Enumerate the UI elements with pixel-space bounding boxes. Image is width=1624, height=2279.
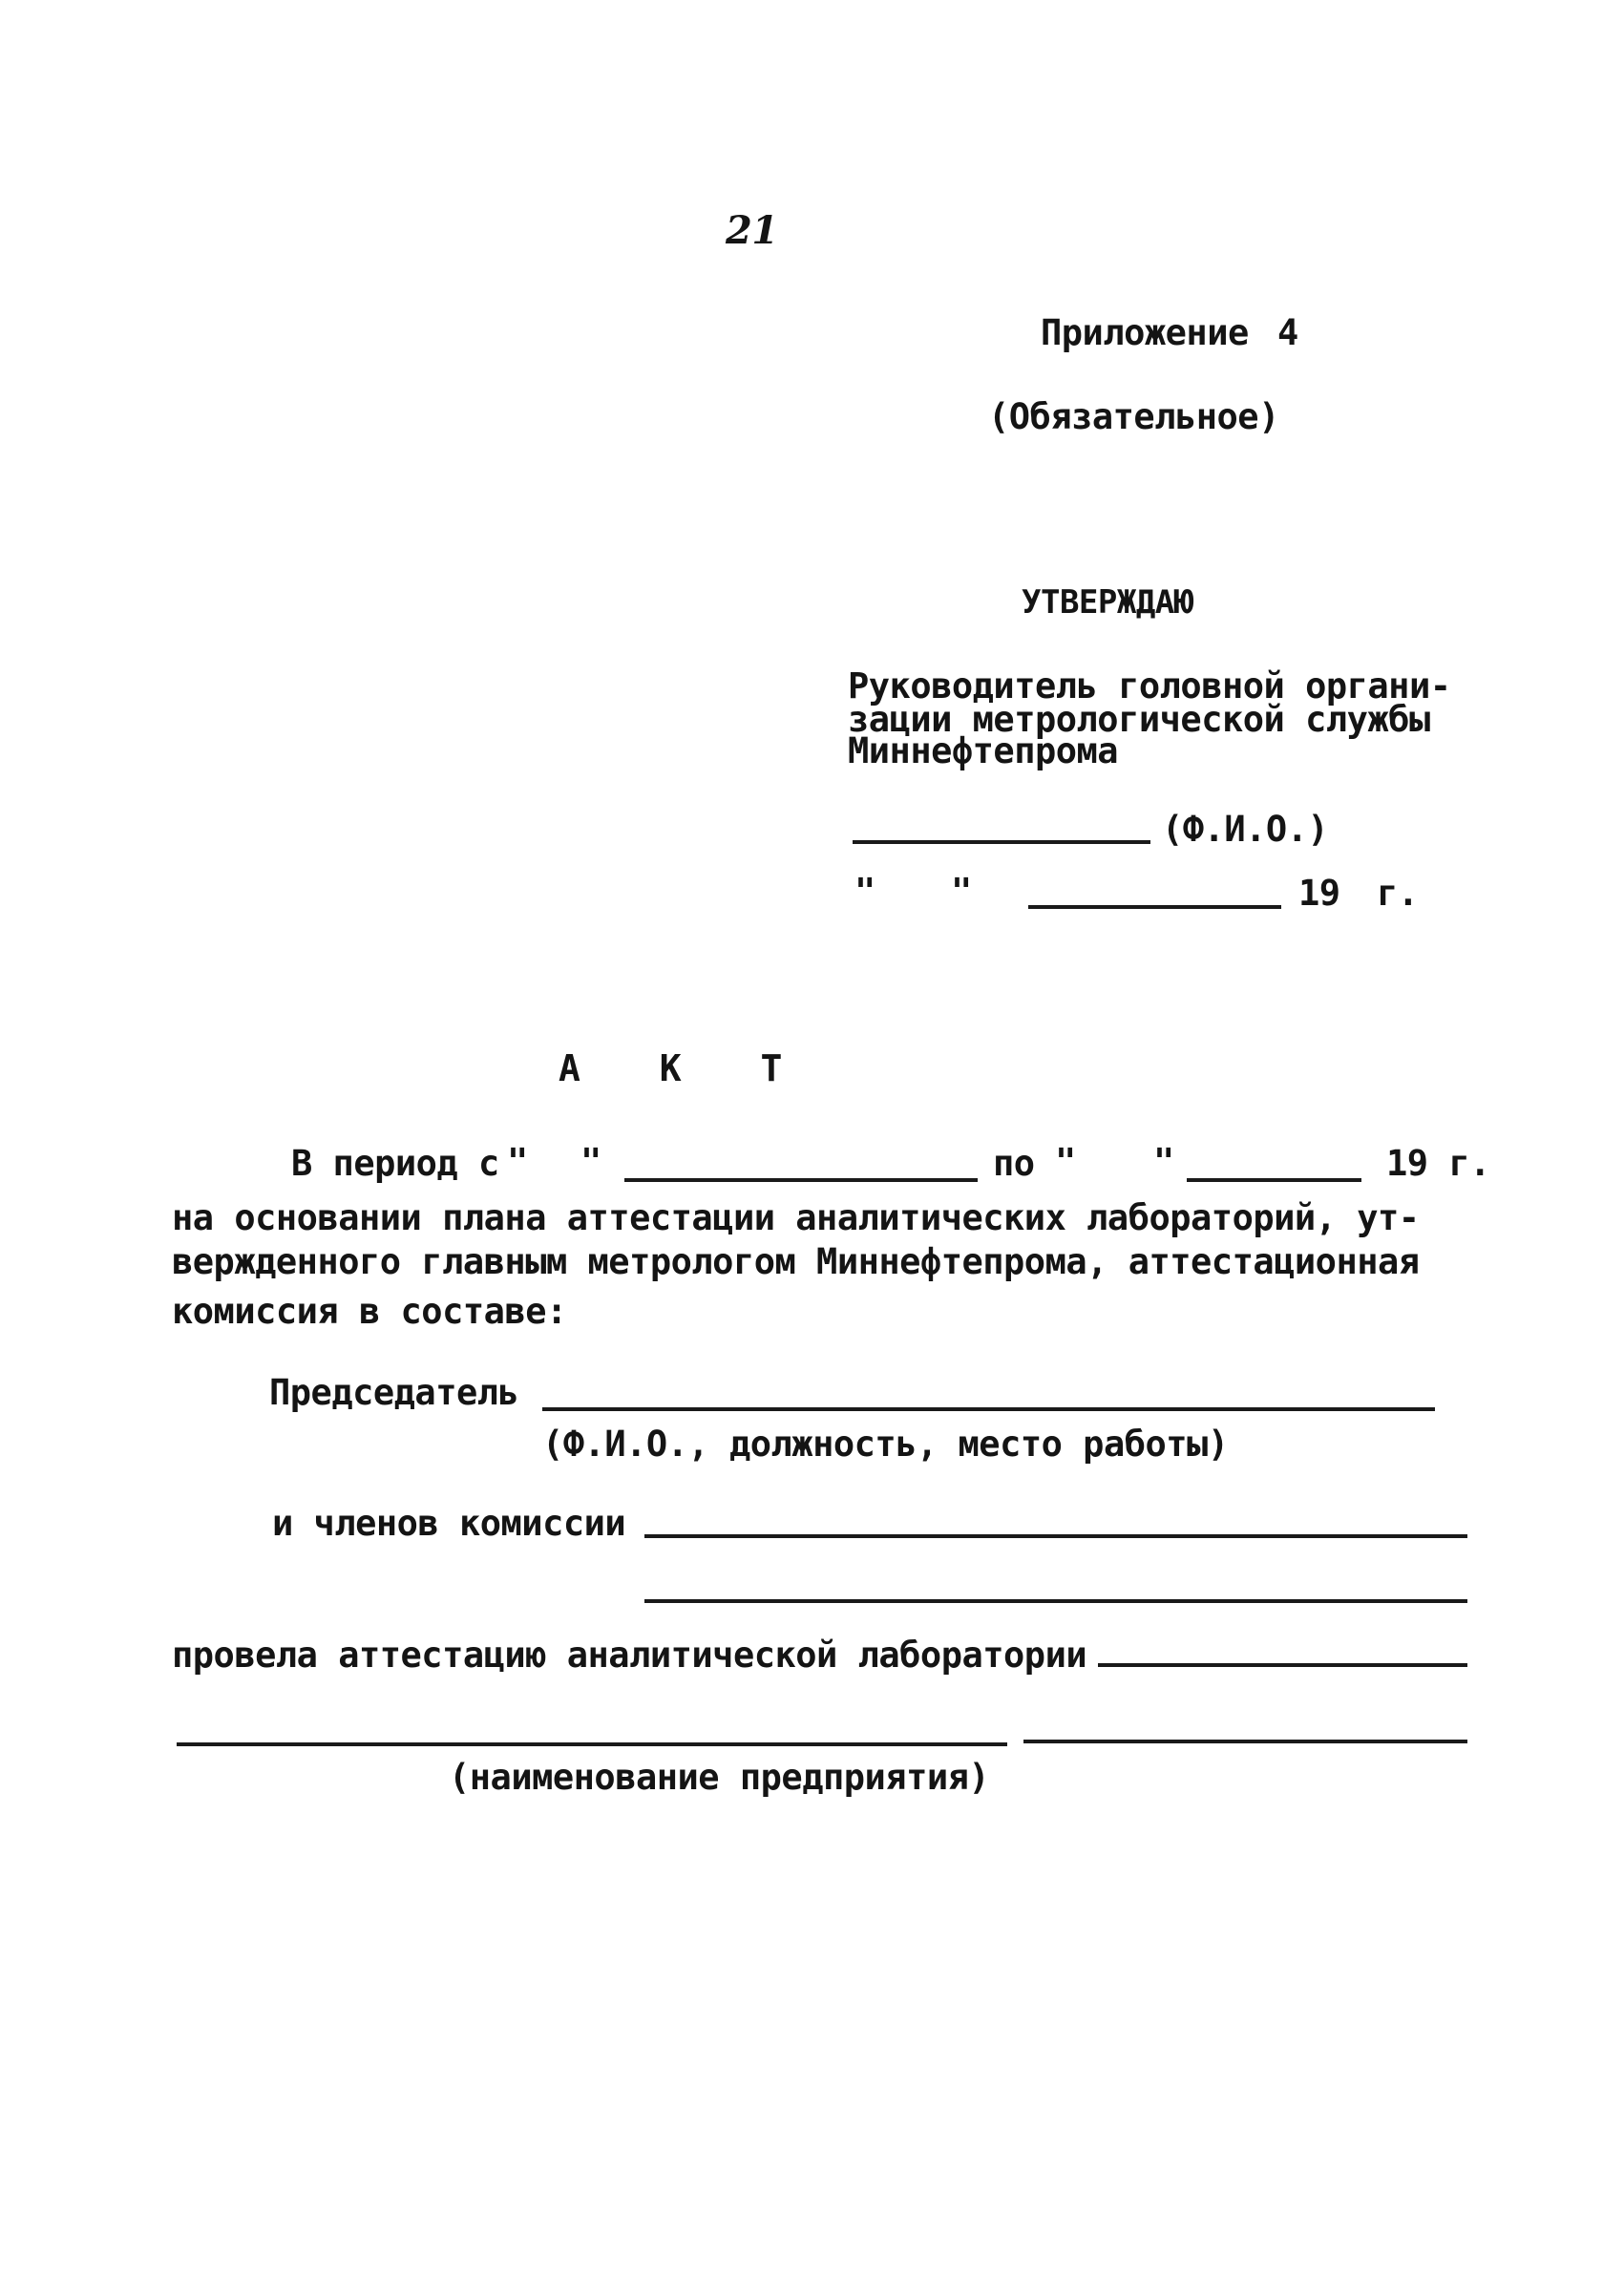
approval-position-line-2: зации метрологической службы <box>848 699 1430 740</box>
approval-signature-line <box>853 840 1150 844</box>
period-end-quote-open: " <box>1055 1141 1076 1182</box>
approval-year-prefix: 19 <box>1298 873 1340 914</box>
period-end-line <box>1187 1178 1361 1182</box>
members-label: и членов комиссии <box>272 1503 626 1544</box>
period-quote-close: " <box>580 1141 601 1182</box>
period-to: по <box>993 1143 1035 1184</box>
member-line-1 <box>644 1534 1467 1538</box>
approval-heading: УТВЕРЖДАЮ <box>1022 583 1193 622</box>
member-line-2 <box>644 1599 1467 1603</box>
annex-number: 4 <box>1277 312 1298 353</box>
laboratory-line <box>1098 1663 1467 1667</box>
approval-position-line-3: Миннефтепрома <box>848 730 1119 771</box>
annex-label: Приложение <box>1041 312 1249 353</box>
period-end-quote-close: " <box>1153 1141 1174 1182</box>
approval-fio-label: (Ф.И.О.) <box>1162 809 1329 850</box>
page-number: 21 <box>726 208 778 253</box>
approval-year-suffix: г. <box>1377 873 1419 914</box>
paragraph-line-3: комиссия в составе: <box>172 1291 567 1332</box>
period-start-line <box>624 1178 978 1182</box>
enterprise-line-right <box>1023 1740 1467 1743</box>
act-title: А К Т <box>559 1047 812 1089</box>
chairman-label: Председатель <box>269 1372 519 1413</box>
period-quote-open: " <box>507 1141 528 1182</box>
approval-date-quote-close: " <box>951 871 972 912</box>
approval-date-quote-open: " <box>854 871 875 912</box>
approval-date-line <box>1028 905 1281 909</box>
enterprise-line-left <box>177 1742 1007 1746</box>
period-prefix: В период с <box>291 1143 499 1184</box>
annex-status: (Обязательное) <box>988 396 1279 437</box>
conducted-text: провела аттестацию аналитической лаборатории <box>172 1635 1087 1676</box>
enterprise-caption: (наименование предприятия) <box>449 1757 990 1798</box>
paragraph-line-1: на основании плана аттестации аналитических лабораторий, ут- <box>172 1197 1420 1238</box>
period-year-end: 19 г. <box>1386 1143 1490 1184</box>
chairman-caption: (Ф.И.О., должность, место работы) <box>542 1424 1229 1465</box>
chairman-line <box>542 1407 1435 1411</box>
approval-position-line-1: Руководитель головной органи- <box>848 665 1451 707</box>
paragraph-line-2: вержденного главным метрологом Миннефтепрома, аттестационная <box>172 1241 1420 1282</box>
